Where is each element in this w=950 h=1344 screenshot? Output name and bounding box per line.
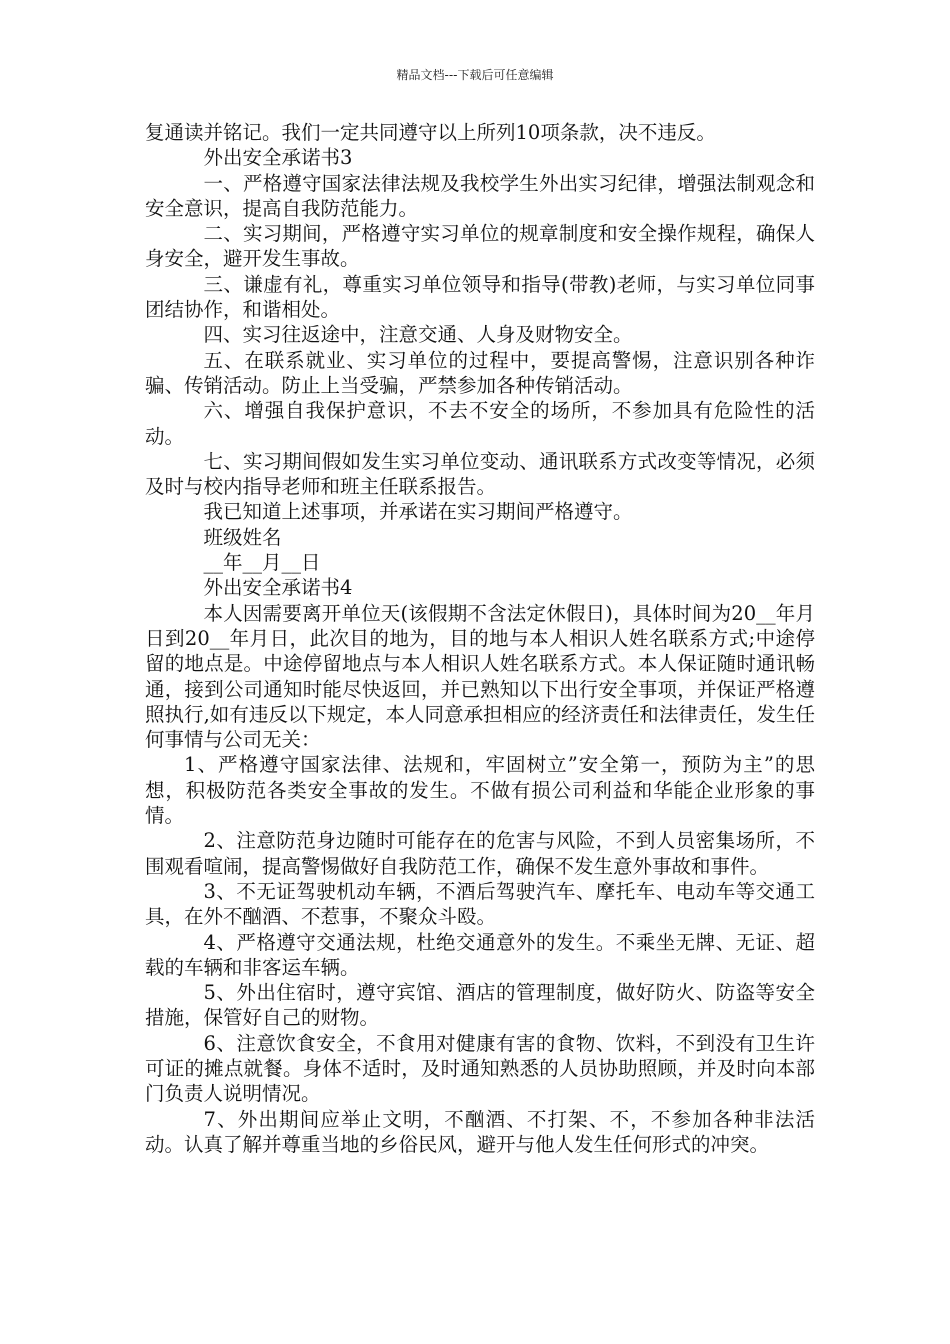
paragraph: 一、严格遵守国家法律法规及我校学生外出实习纪律，增强法制观念和安全意识，提高自我防范能力。 (145, 171, 815, 220)
paragraph: 本人因需要离开单位天(该假期不含法定休假日)，具体时间为20__年月日到20__年月日，此次目的地为，目的地与本人相识人姓名联系方式;中途停留的地点是。中途停留地点与本人相识人姓名联系方式。本人保证随时通讯畅通，接到公司通知时能尽快返回，并已熟知以下出行安全事项，并保证严格遵照执行,如有违反以下规定，本人同意承担相应的经济责任和法律责任，发生任何事情与公司无关： (145, 601, 815, 752)
paragraph: 四、实习往返途中，注意交通、人身及财物安全。 (203, 323, 633, 347)
page-header: 精品文档---下载后可任意编辑 (396, 68, 554, 82)
document-body (145, 120, 815, 1157)
list-item: 4、严格遵守交通法规，杜绝交通意外的发生。不乘坐无牌、无证、超载的车辆和非客运车辆。 (145, 930, 815, 979)
signature-line: 班级姓名 (203, 525, 282, 549)
paragraph: 七、实习期间假如发生实习单位变动、通讯联系方式改变等情况，必须及时与校内指导老师和班主任联系报告。 (145, 449, 815, 499)
paragraph: 我已知道上述事项，并承诺在实习期间严格遵守。 (203, 500, 633, 524)
list-item: 5、外出住宿时，遵守宾馆、酒店的管理制度，做好防火、防盗等安全措施，保管好自己的财物。 (145, 981, 815, 1030)
paragraph: 三、谦虚有礼，尊重实习单位领导和指导(带教)老师，与实习单位同事团结协作，和谐相处。 (145, 272, 815, 322)
list-item: 3、不无证驾驶机动车辆，不酒后驾驶汽车、摩托车、电动车等交通工具，在外不酗酒、不惹事，不聚众斗殴。 (145, 879, 815, 929)
section-title: 外出安全承诺书4 (203, 576, 353, 600)
paragraph: 六、增强自我保护意识，不去不安全的场所，不参加具有危险性的活动。 (145, 399, 815, 448)
paragraph: 五、在联系就业、实习单位的过程中，要提高警惕，注意识别各种诈骗、传销活动。防止上当受骗，严禁参加各种传销活动。 (145, 348, 815, 397)
list-item: 2、注意防范身边随时可能存在的危害与风险，不到人员密集场所，不围观看喧闹，提高警惕做好自我防范工作，确保不发生意外事故和事件。 (145, 829, 815, 878)
paragraph: 复通读并铭记。我们一定共同遵守以上所列10项条款，决不违反。 (145, 121, 716, 144)
list-item: 1、严格遵守国家法律、法规和，牢固树立”安全第一，预防为主”的思想，积极防范各类安全事故的发生。不做有损公司利益和华能企业形象的事情。 (145, 753, 815, 828)
list-item: 6、注意饮食安全，不食用对健康有害的食物、饮料，不到没有卫生许可证的摊点就餐。身体不适时，及时通知熟悉的人员协助照顾，并及时向本部门负责人说明情况。 (145, 1031, 815, 1106)
section-title: 外出安全承诺书3 (203, 146, 353, 170)
date-line: __年__月__日 (203, 551, 321, 575)
paragraph: 二、实习期间，严格遵守实习单位的规章制度和安全操作规程，确保人身安全，避开发生事故。 (145, 222, 815, 271)
list-item: 7、外出期间应举止文明，不酗酒、不打架、不，不参加各种非法活动。认真了解并尊重当地的乡俗民风，避开与他人发生任何形式的冲突。 (145, 1107, 815, 1156)
